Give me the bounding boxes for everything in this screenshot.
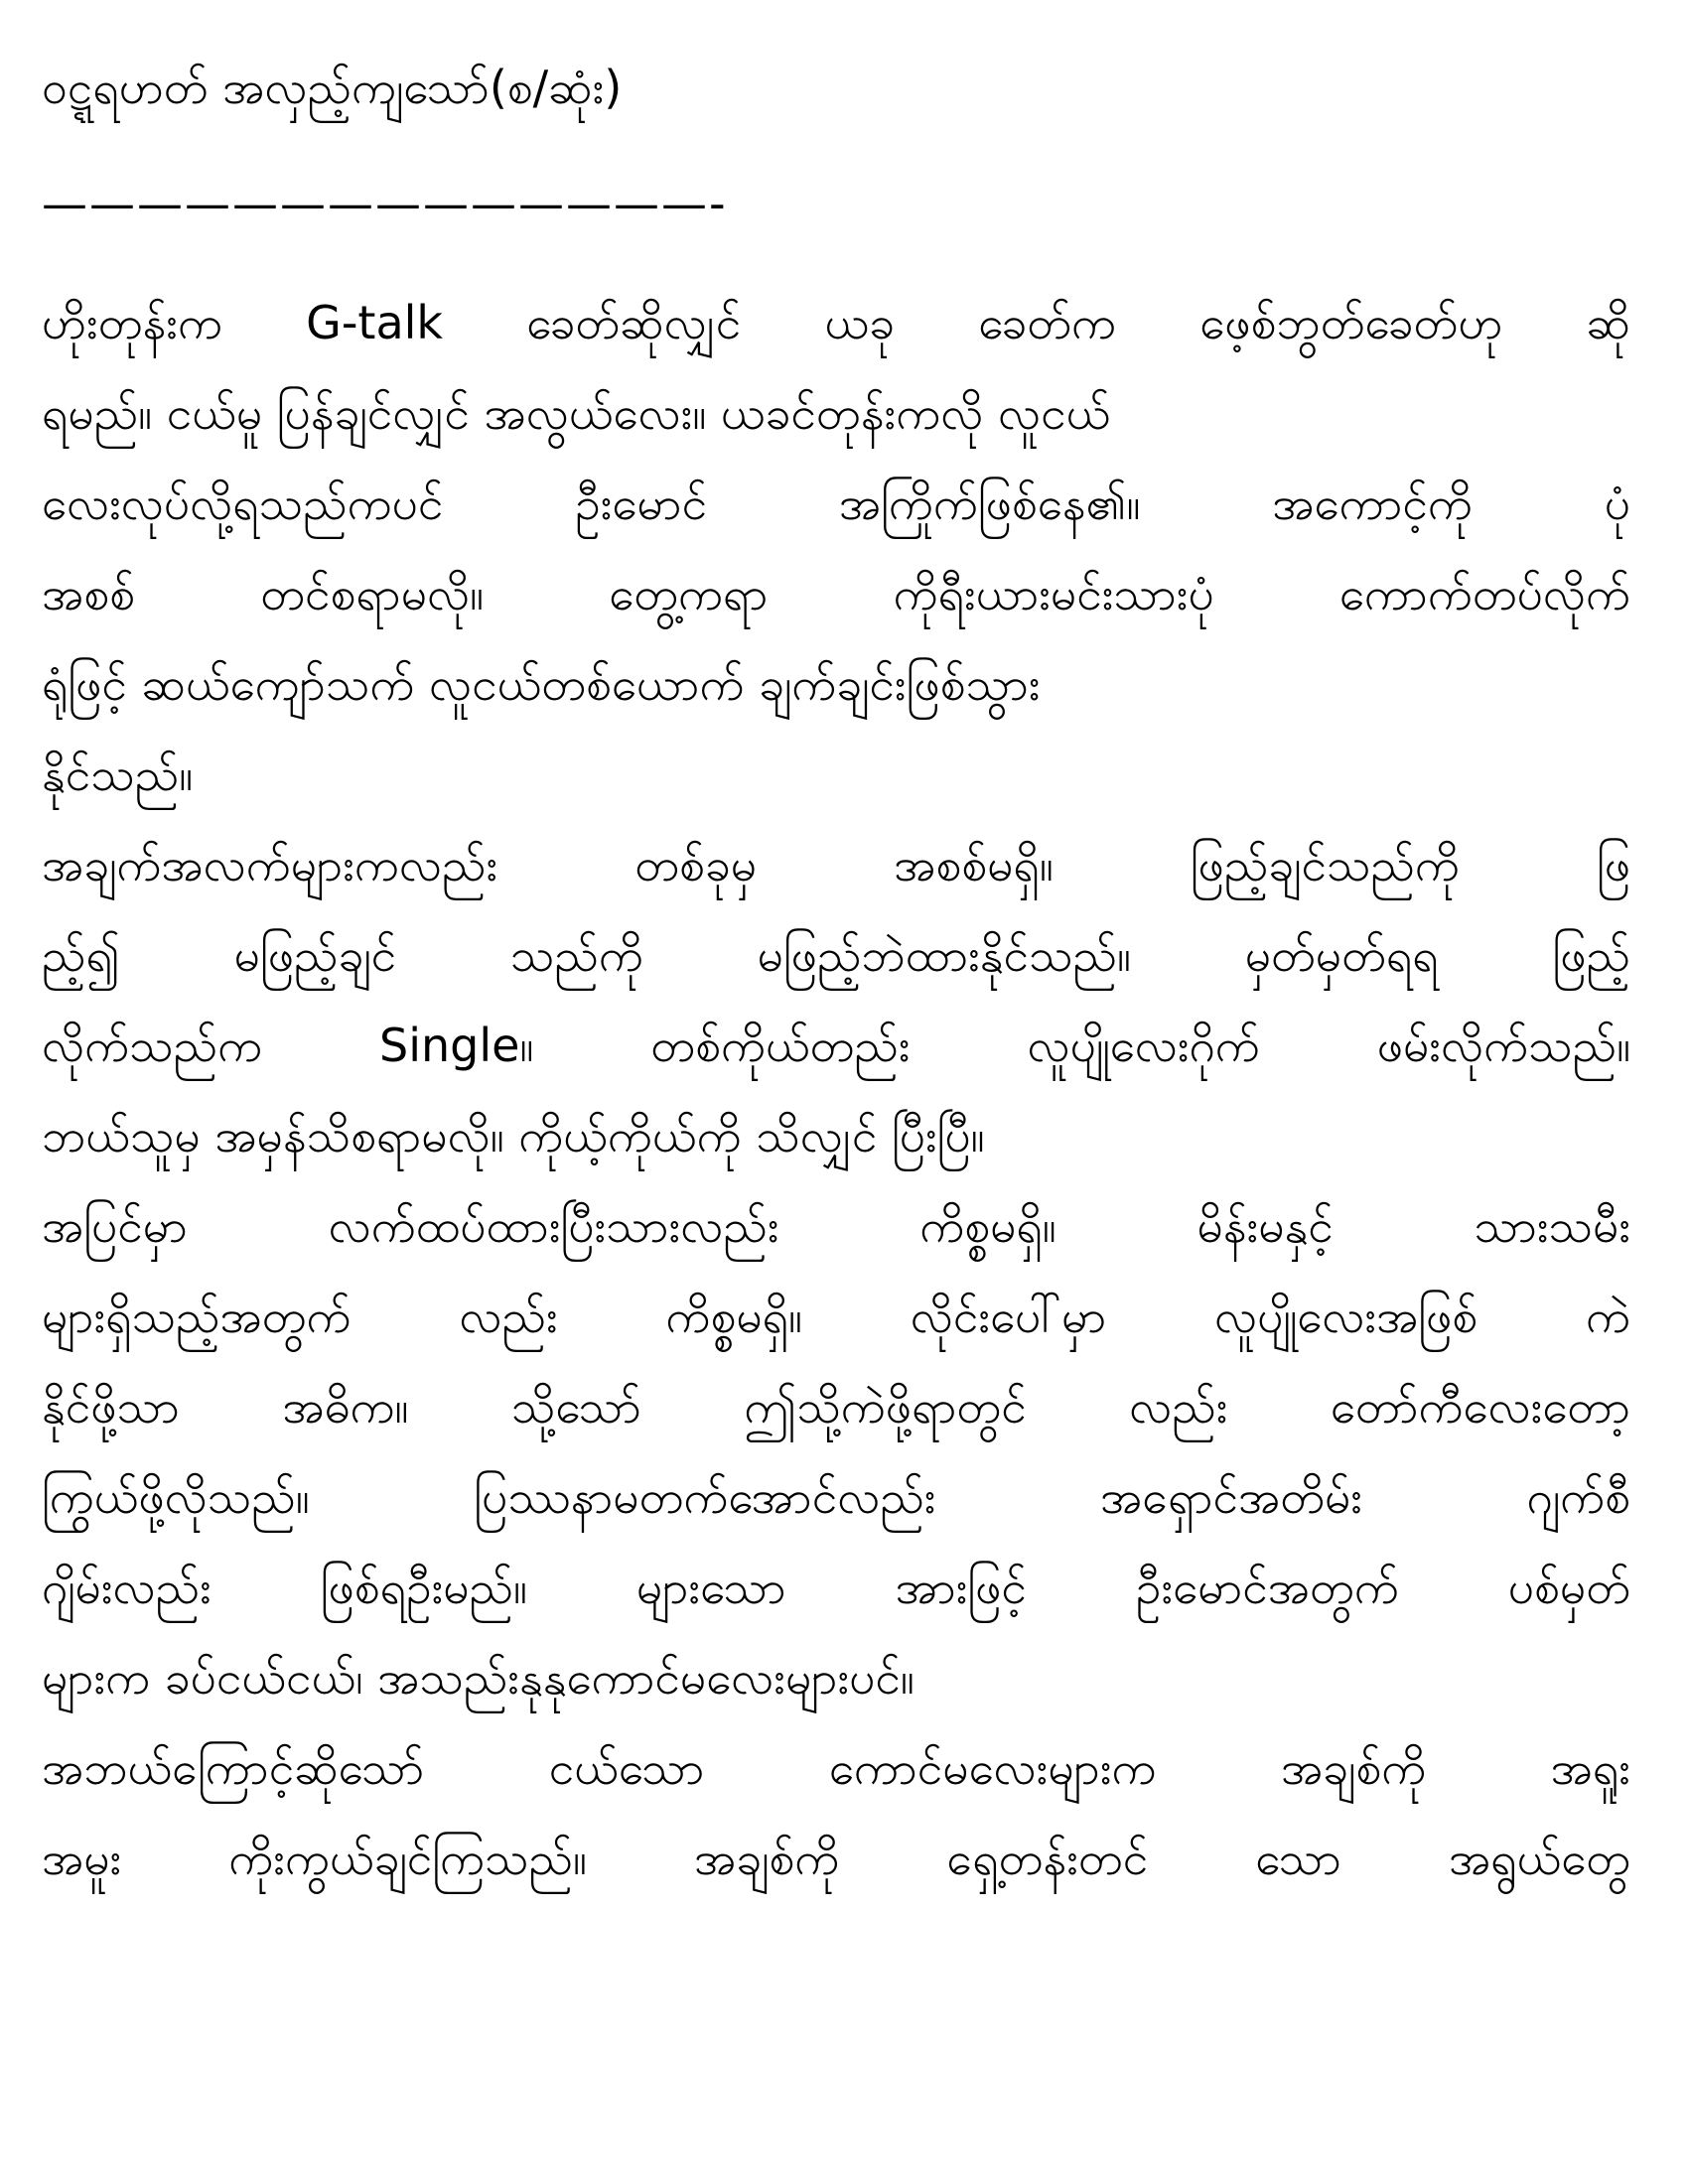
text-line: လေးလုပ်လို့ရသည်ကပင် ဦးမောင် အကြိုက်ဖြစ်နေ၏။ အကောင့်ကို ပုံ — [42, 477, 1630, 530]
text-line: အဘယ်ကြောင့်ဆိုသော် ငယ်သော ကောင်မလေးများက အချစ်ကို အရူး — [42, 1741, 1630, 1795]
text-line: အချက်အလက်များကလည်း တစ်ခုမှ အစစ်မရှိ။ ဖြည့်ချင်သည်ကို ဖြ — [42, 838, 1630, 891]
text-line: အပြင်မှာ လက်ထပ်ထားပြီးသားလည်း ကိစ္စမရှိ။ မိန်းမနှင့် သားသမီး — [42, 1199, 1630, 1253]
document-title: ဝဋ္ဋရဟတ် အလှည့်ကျသော်(စ/ဆုံး) — [42, 61, 623, 114]
text-line: နိုင်ဖို့သာ အဓိက။ သို့သော် ဤသို့ကဲဖို့ရာတွင် လည်း တော်ကီလေးတော့ — [42, 1380, 1630, 1433]
text-line: ဟိုးတုန်းက G-talk ခေတ်ဆိုလျှင် ယခု ခေတ်က ဖေ့စ်ဘွတ်ခေတ်ဟု ဆို — [42, 296, 1630, 349]
title-separator: ——————————————- — [42, 177, 728, 230]
document-body — [42, 278, 1630, 1904]
text-line: များက ခပ်ငယ်ငယ်၊ အသည်းနုနုကောင်မလေးများပင်။ — [42, 1651, 914, 1705]
text-line: အစစ် တင်စရာမလို။ တွေ့ကရာ ကိုရီးယားမင်းသားပုံ ကောက်တပ်လိုက် — [42, 567, 1630, 620]
text-line: များရှိသည့်အတွက် လည်း ကိစ္စမရှိ။ လိုင်းပေါ်မှာ လူပျိုလေးအဖြစ် ကဲ — [42, 1290, 1630, 1343]
text-line: ည့်၍ မဖြည့်ချင် သည်ကို မဖြည့်ဘဲထားနိုင်သည်။ မှတ်မှတ်ရရ ဖြည့် — [42, 928, 1630, 982]
text-line: ဘယ်သူမှ အမှန်သိစရာမလို။ ကိုယ့်ကိုယ်ကို သိလျှင် ပြီးပြီ။ — [42, 1109, 985, 1162]
text-line: ဂျိမ်းလည်း ဖြစ်ရဦးမည်။ များသော အားဖြင့် ဦးမောင်အတွက် ပစ်မှတ် — [42, 1561, 1630, 1614]
text-line: လိုက်သည်က Single။ တစ်ကိုယ်တည်း လူပျိုလေးဂိုက် ဖမ်းလိုက်သည်။ — [42, 1019, 1630, 1072]
text-line: အမူး ကိုးကွယ်ချင်ကြသည်။ အချစ်ကို ရှေ့တန်းတင် သော အရွယ်တွေ — [42, 1832, 1630, 1885]
text-line: နိုင်သည်။ — [42, 748, 194, 801]
text-line: ရမည်။ ငယ်မူ ပြန်ချင်လျှင် အလွယ်လေး။ ယခင်တုန်းကလို လူငယ် — [42, 386, 1111, 440]
text-line: ရုံဖြင့် ဆယ်ကျော်သက် လူငယ်တစ်ယောက် ချက်ချင်းဖြစ်သွား — [42, 657, 1041, 711]
text-line: ကြွယ်ဖို့လိုသည်။ ပြဿနာမတက်အောင်လည်း အရှောင်အတိမ်း ဂျက်စီ — [42, 1470, 1630, 1524]
